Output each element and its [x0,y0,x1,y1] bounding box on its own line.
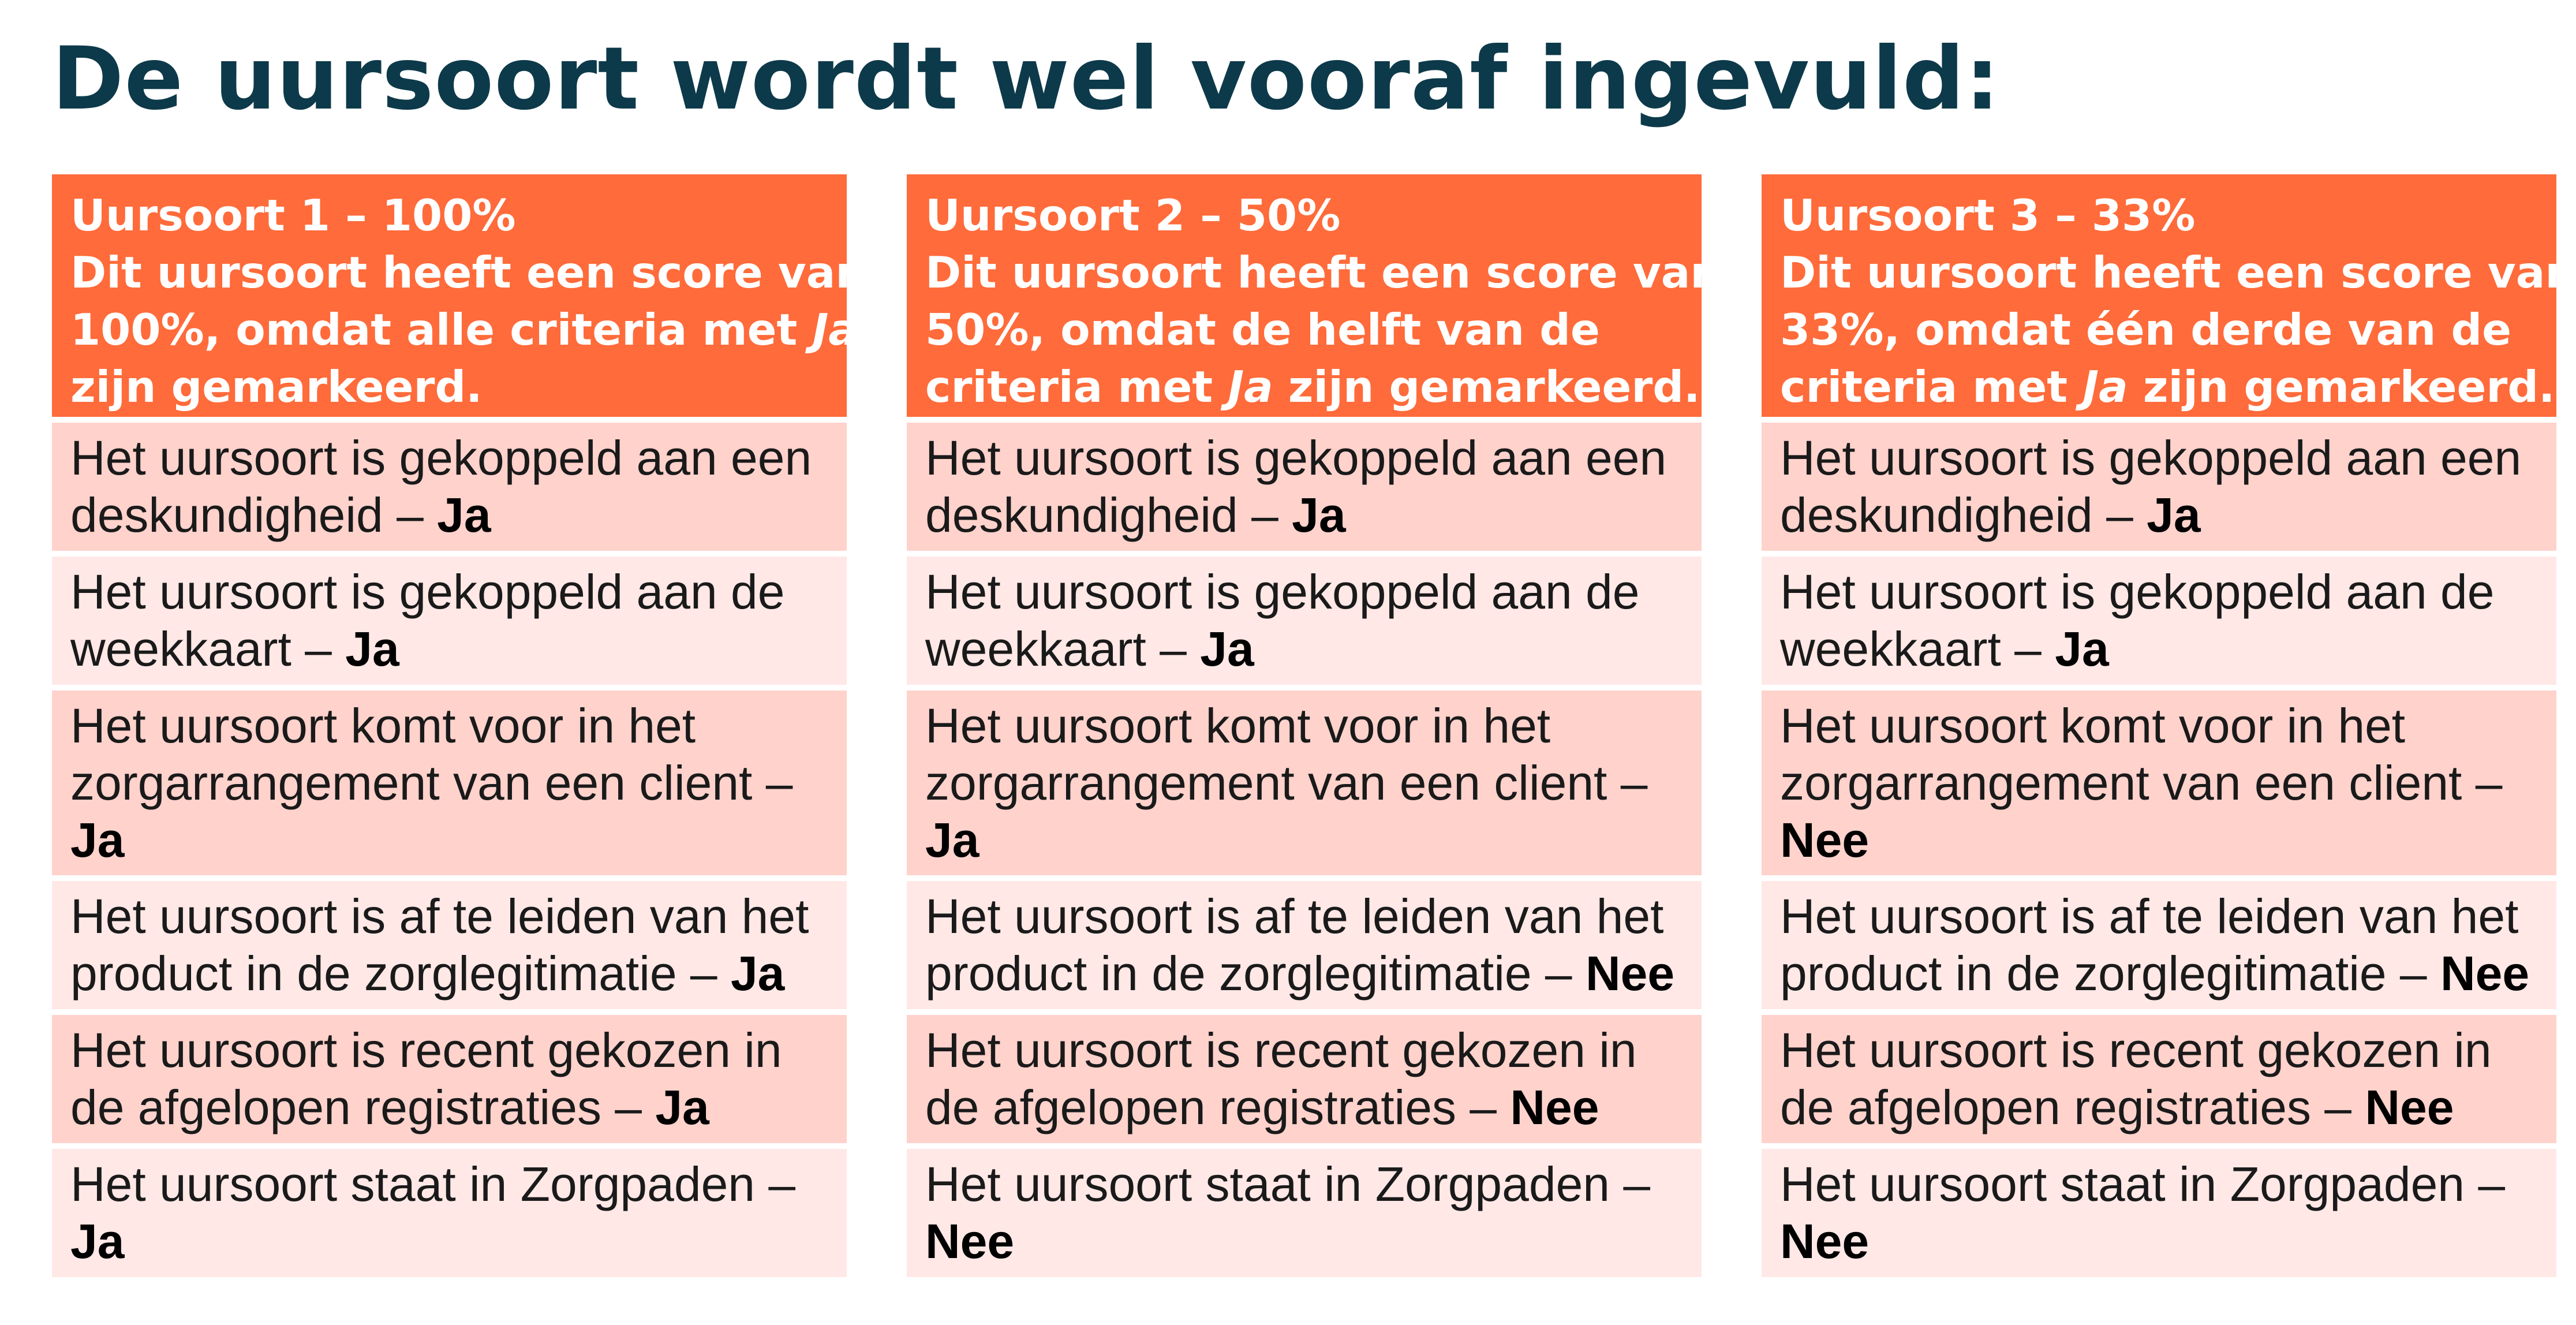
criterion-text: zorgarrangement van een client – [925,756,1648,810]
criterion-row [907,691,1702,875]
header-desc-emphasis: Ja [2083,361,2128,412]
criterion-row [52,423,847,551]
criterion-text: Het uursoort is gekoppeld aan een [1780,431,2522,485]
criterion-answer: Ja [925,813,979,867]
header-name: Uursoort 1 – 100% [70,190,516,241]
criterion-row [907,1149,1702,1277]
criterion-text: Het uursoort is af te leiden van het [70,889,809,943]
score-table-uursoort-2 [907,174,1721,1277]
criterion-answer: Nee [1780,1214,1870,1268]
criterion-text-part: weekkaart – [925,622,1201,676]
criterion-row [907,557,1702,685]
criterion-answer: Ja [437,488,491,542]
page-title: De uursoort wordt wel vooraf ingevuld: [52,29,2001,129]
criterion-text [925,812,1702,869]
criterion-answer: Ja [345,622,399,676]
header-desc-text: zijn gemarkeerd. [70,361,483,412]
criterion-text [70,1079,847,1136]
criterion-text: Het uursoort is gekoppeld aan een [70,431,812,485]
header-desc-emphasis: Ja [1228,361,1273,412]
criterion-row [1762,557,2556,685]
criterion-text: Het uursoort is gekoppeld aan de [1780,565,2495,619]
criterion-text [1780,621,2556,678]
criterion-text [70,621,847,678]
header-desc-text: zijn gemarkeerd. [2128,361,2555,412]
criterion-text: Het uursoort is recent gekozen in [925,1023,1637,1077]
criterion-answer: Ja [1200,622,1254,676]
score-table-uursoort-1 [52,174,866,1277]
criterion-row [52,557,847,685]
criterion-text: Het uursoort komt voor in het [70,699,696,753]
criterion-text [925,1079,1702,1136]
table-header [1762,174,2576,417]
header-desc-line [70,359,847,416]
criterion-text [1780,1213,2556,1270]
criterion-text [70,1213,847,1270]
header-desc-text: criteria met [1780,361,2083,412]
header-desc-text: criteria met [925,361,1228,412]
criterion-text [1780,812,2556,869]
criterion-text: zorgarrangement van een client – [1780,756,2503,810]
criterion-text: Het uursoort komt voor in het [1780,699,2406,753]
criterion-answer: Nee [1780,813,1870,867]
criterion-row [1762,691,2556,875]
criterion-text [925,1213,1702,1270]
criterion-text-part: product in de zorglegitimatie – [925,946,1586,1001]
criterion-text: Het uursoort is recent gekozen in [70,1023,782,1077]
header-desc-line [70,301,858,359]
score-table-uursoort-3 [1762,174,2576,1277]
criterion-text: Het uursoort is recent gekozen in [1780,1023,2492,1077]
header-desc-line [1780,301,2556,359]
criterion-row [52,1149,847,1277]
header-name: Uursoort 2 – 50% [925,190,1341,241]
criterion-text-part: product in de zorglegitimatie – [1780,946,2440,1001]
criterion-answer: Ja [655,1080,709,1134]
criterion-answer: Ja [2055,622,2109,676]
criterion-answer: Nee [1510,1080,1599,1134]
criterion-text-part: weekkaart – [1780,622,2055,676]
criterion-text: Het uursoort is af te leiden van het [925,889,1664,943]
criterion-text: Het uursoort is gekoppeld aan de [70,565,785,619]
table-header [52,174,866,417]
criterion-text-part: de afgelopen registraties – [70,1080,656,1134]
criterion-text [925,945,1702,1002]
criterion-text-part: deskundigheid – [1780,488,2147,542]
header-desc-line: Dit uursoort heeft een score van [70,247,866,298]
criterion-text-part: deskundigheid – [925,488,1292,542]
criterion-text [925,621,1702,678]
criterion-text: Het uursoort staat in Zorgpaden – [1780,1157,2506,1211]
header-desc-line [925,359,1702,416]
criterion-text: zorgarrangement van een client – [70,756,793,810]
criterion-row [1762,1015,2556,1143]
criterion-text [70,945,847,1002]
criterion-text-part: product in de zorglegitimatie – [70,946,731,1001]
criterion-row [1762,881,2556,1009]
criterion-text: Het uursoort staat in Zorgpaden – [70,1157,796,1211]
criterion-text [1780,1079,2556,1136]
criterion-answer: Ja [70,813,125,867]
criterion-answer: Ja [1292,488,1346,542]
criterion-text: Het uursoort is gekoppeld aan een [925,431,1667,485]
criterion-answer: Nee [2365,1080,2454,1134]
criterion-text [1780,487,2556,544]
header-desc-line: Dit uursoort heeft een score van [925,247,1721,298]
criterion-answer: Ja [70,1214,125,1268]
criterion-row [907,881,1702,1009]
criterion-row [52,881,847,1009]
header-name: Uursoort 3 – 33% [1780,190,2196,241]
criterion-row [907,1015,1702,1143]
criterion-text: Het uursoort is gekoppeld aan de [925,565,1640,619]
header-desc-text: zijn gemarkeerd. [1273,361,1700,412]
criterion-answer: Nee [2440,946,2530,1001]
criterion-text: Het uursoort staat in Zorgpaden – [925,1157,1651,1211]
table-header [907,174,1721,417]
criterion-text [70,487,847,544]
criterion-text-part: weekkaart – [70,622,346,676]
criterion-text-part: deskundigheid – [70,488,438,542]
criterion-row [1762,423,2556,551]
criterion-row [52,691,847,875]
criterion-text [1780,945,2556,1002]
criterion-text-part: de afgelopen registraties – [925,1080,1511,1134]
criterion-text [70,812,847,869]
criterion-answer: Nee [925,1214,1015,1268]
header-desc-text: 33%, omdat één derde van de [1780,304,2512,355]
criterion-answer: Ja [730,946,785,1001]
header-desc-emphasis: Ja [812,304,858,355]
header-desc-line [1780,359,2556,416]
criterion-answer: Ja [2147,488,2201,542]
criterion-row [1762,1149,2556,1277]
criterion-text: Het uursoort komt voor in het [925,699,1551,753]
criterion-answer: Nee [1585,946,1675,1001]
header-desc-line: Dit uursoort heeft een score van [1780,247,2576,298]
criterion-text-part: de afgelopen registraties – [1780,1080,2365,1134]
criterion-row [52,1015,847,1143]
header-desc-line [925,301,1702,359]
header-desc-text: 50%, omdat de helft van de [925,304,1600,355]
criterion-row [907,423,1702,551]
header-desc-text: 100%, omdat alle criteria met [70,304,813,355]
criterion-text [925,487,1702,544]
criterion-text: Het uursoort is af te leiden van het [1780,889,2519,943]
